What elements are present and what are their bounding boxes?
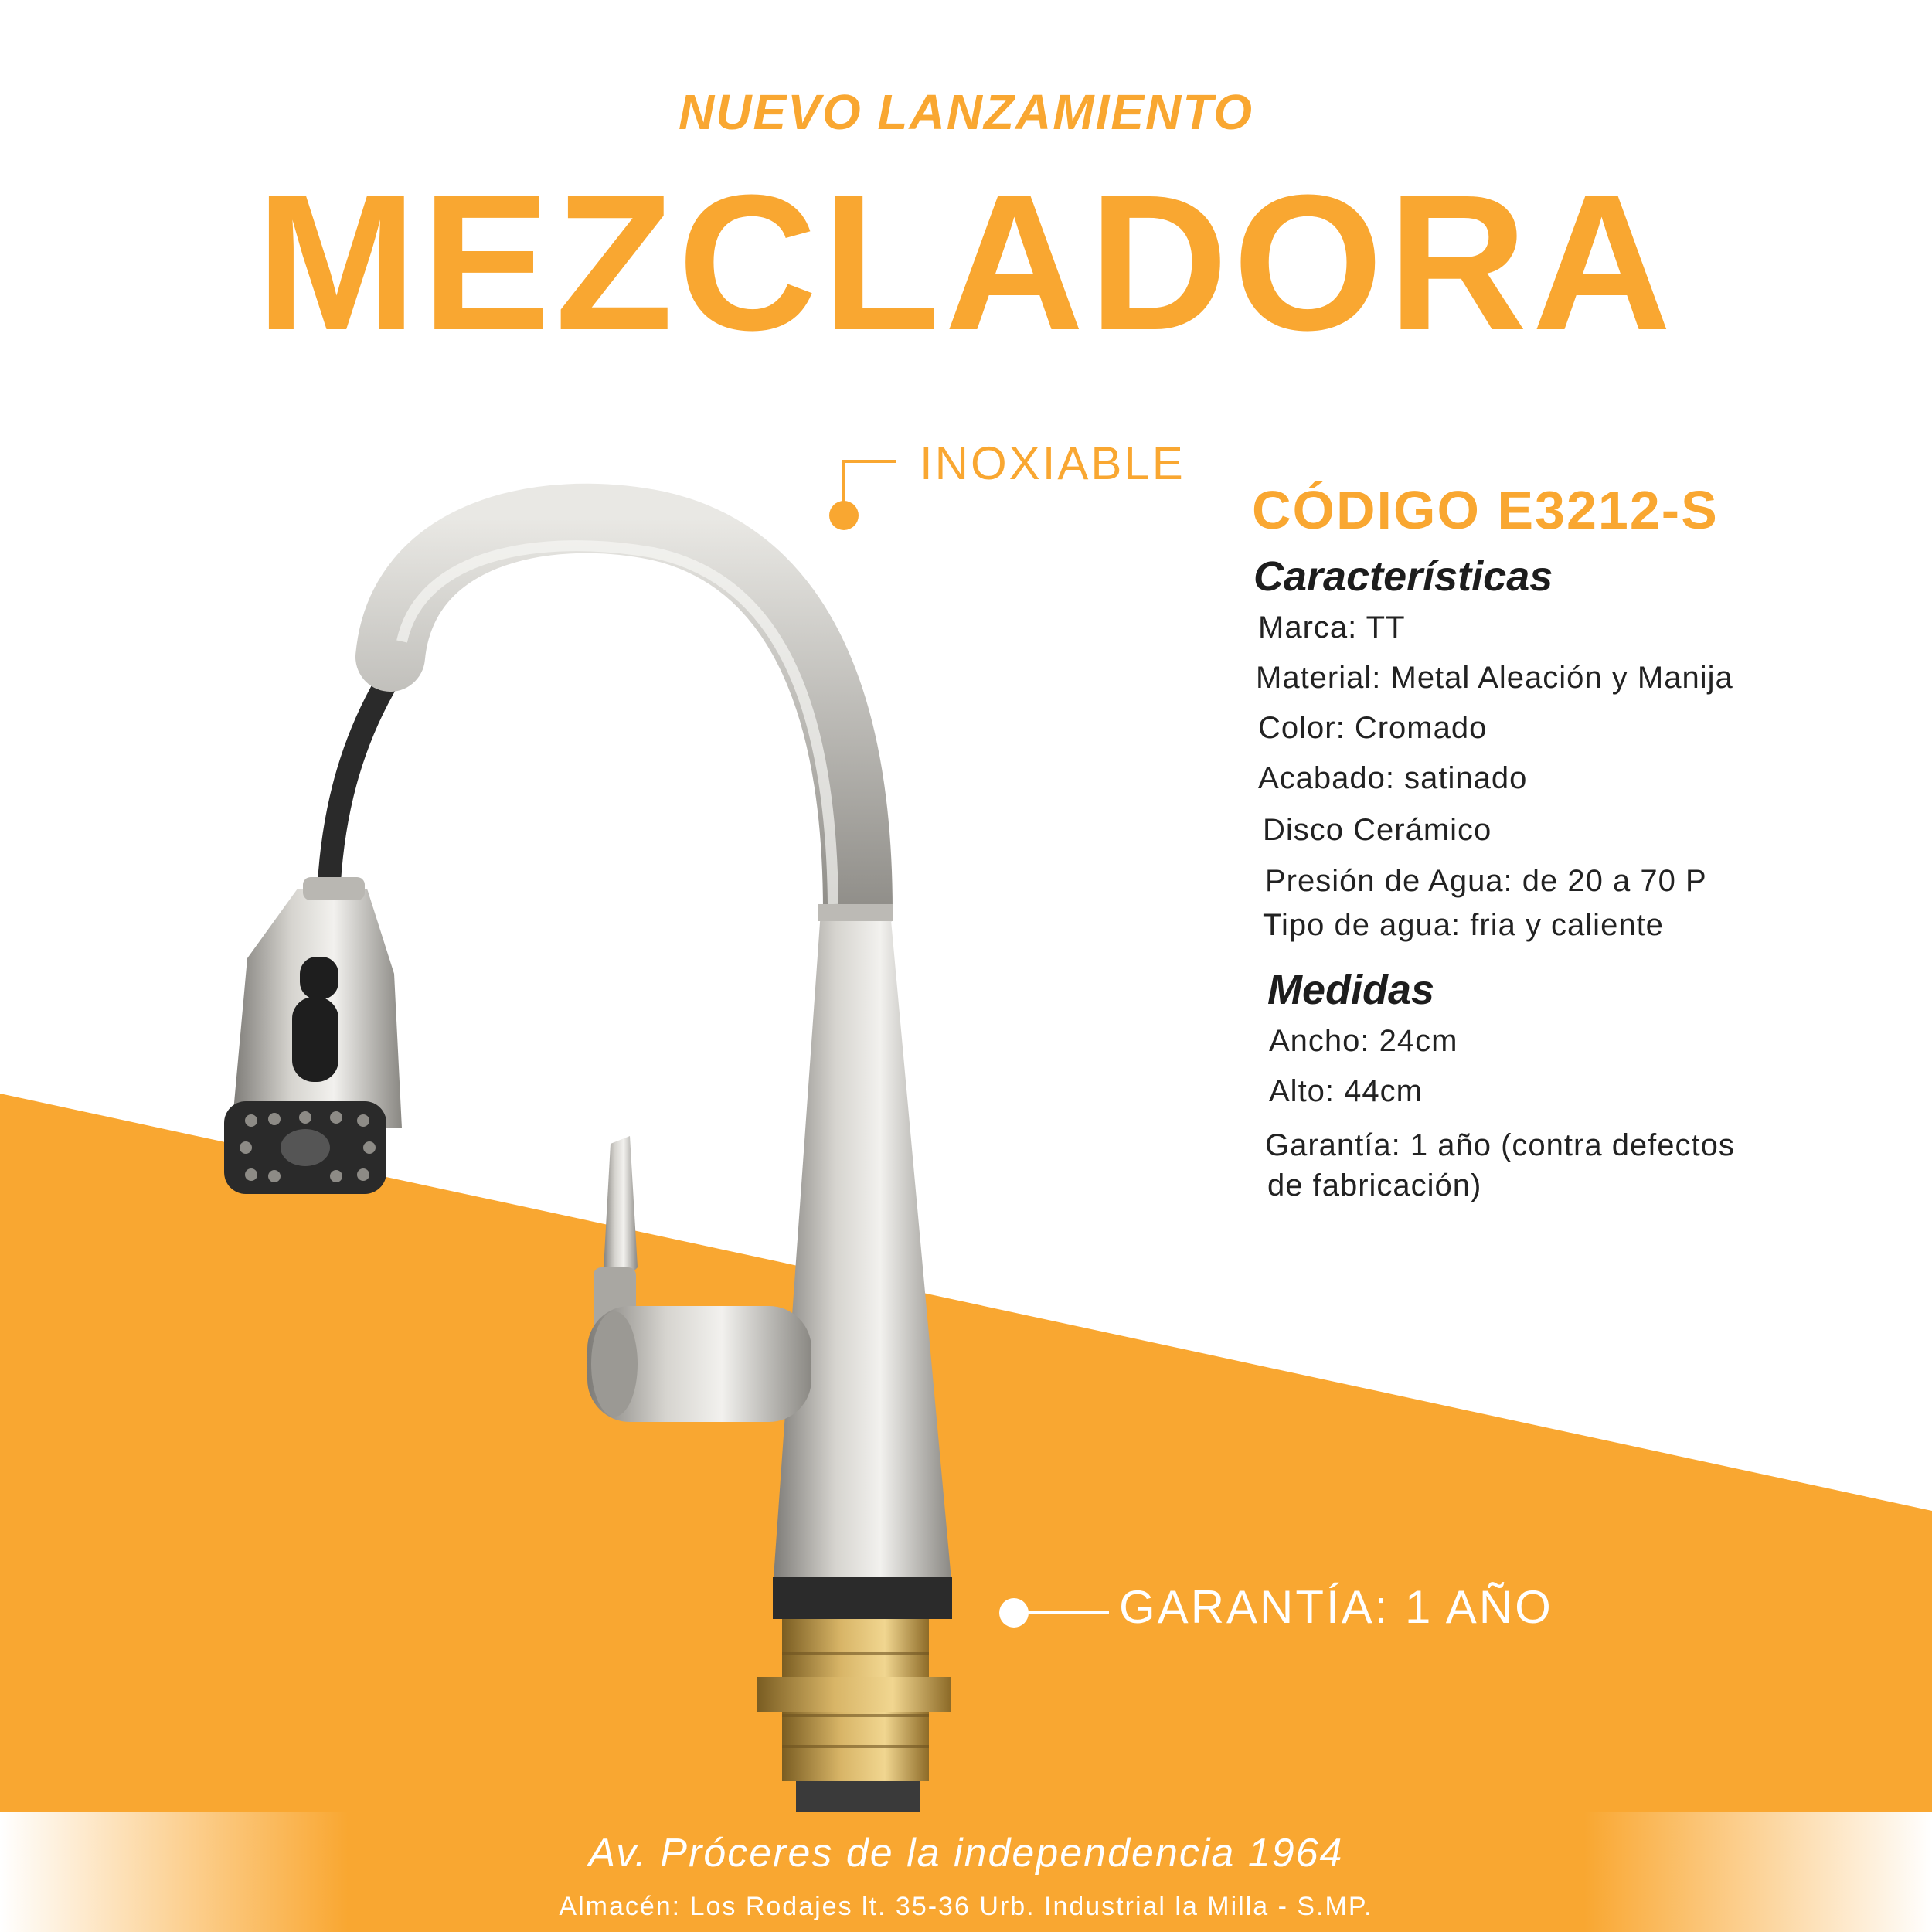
spec-warranty-line1: Garantía: 1 año (contra defectos [1265,1128,1735,1162]
spec-disc: Disco Cerámico [1263,813,1492,847]
faucet-handle-lever [603,1136,638,1283]
warranty-callout: GARANTÍA: 1 AÑO [1119,1581,1553,1633]
spec-height: Alto: 44cm [1269,1074,1423,1108]
spray-button-top [300,957,338,999]
spray-head [224,877,402,1194]
faucet-gooseneck [390,519,858,912]
faucet-base-ring [773,1577,952,1619]
footer-address: Av. Próceres de la independencia 1964 [588,1831,1344,1876]
mounting-nut [757,1677,951,1712]
faucet-body [773,912,952,1588]
spec-water-type: Tipo de agua: fria y caliente [1263,908,1664,942]
spec-material: Material: Metal Aleación y Manija [1256,661,1733,695]
material-callout-line [819,444,904,541]
product-title: MEZCLADORA [256,155,1676,370]
faucet-hose [328,676,390,896]
warranty-callout-line [997,1594,1113,1632]
spec-width: Ancho: 24cm [1269,1024,1458,1058]
spec-pressure: Presión de Agua: de 20 a 70 P [1265,864,1707,898]
product-code: CÓDIGO E3212-S [1252,480,1719,540]
spec-warranty-line2: de fabricación) [1267,1168,1482,1202]
spec-finish: Acabado: satinado [1258,761,1528,795]
spec-brand: Marca: TT [1258,611,1406,645]
spray-button-main [292,997,338,1082]
spec-color: Color: Cromado [1258,711,1488,745]
features-heading: Características [1253,553,1553,600]
footer-store-address: Almacén: Los Rodajes lt. 35-36 Urb. Industrial la Milla - S.MP. [559,1892,1373,1921]
eyebrow-label: NUEVO LANZAMIENTO [679,84,1253,140]
measures-heading: Medidas [1267,967,1435,1013]
material-callout: INOXIABLE [920,437,1185,489]
faucet-collar [818,904,893,921]
